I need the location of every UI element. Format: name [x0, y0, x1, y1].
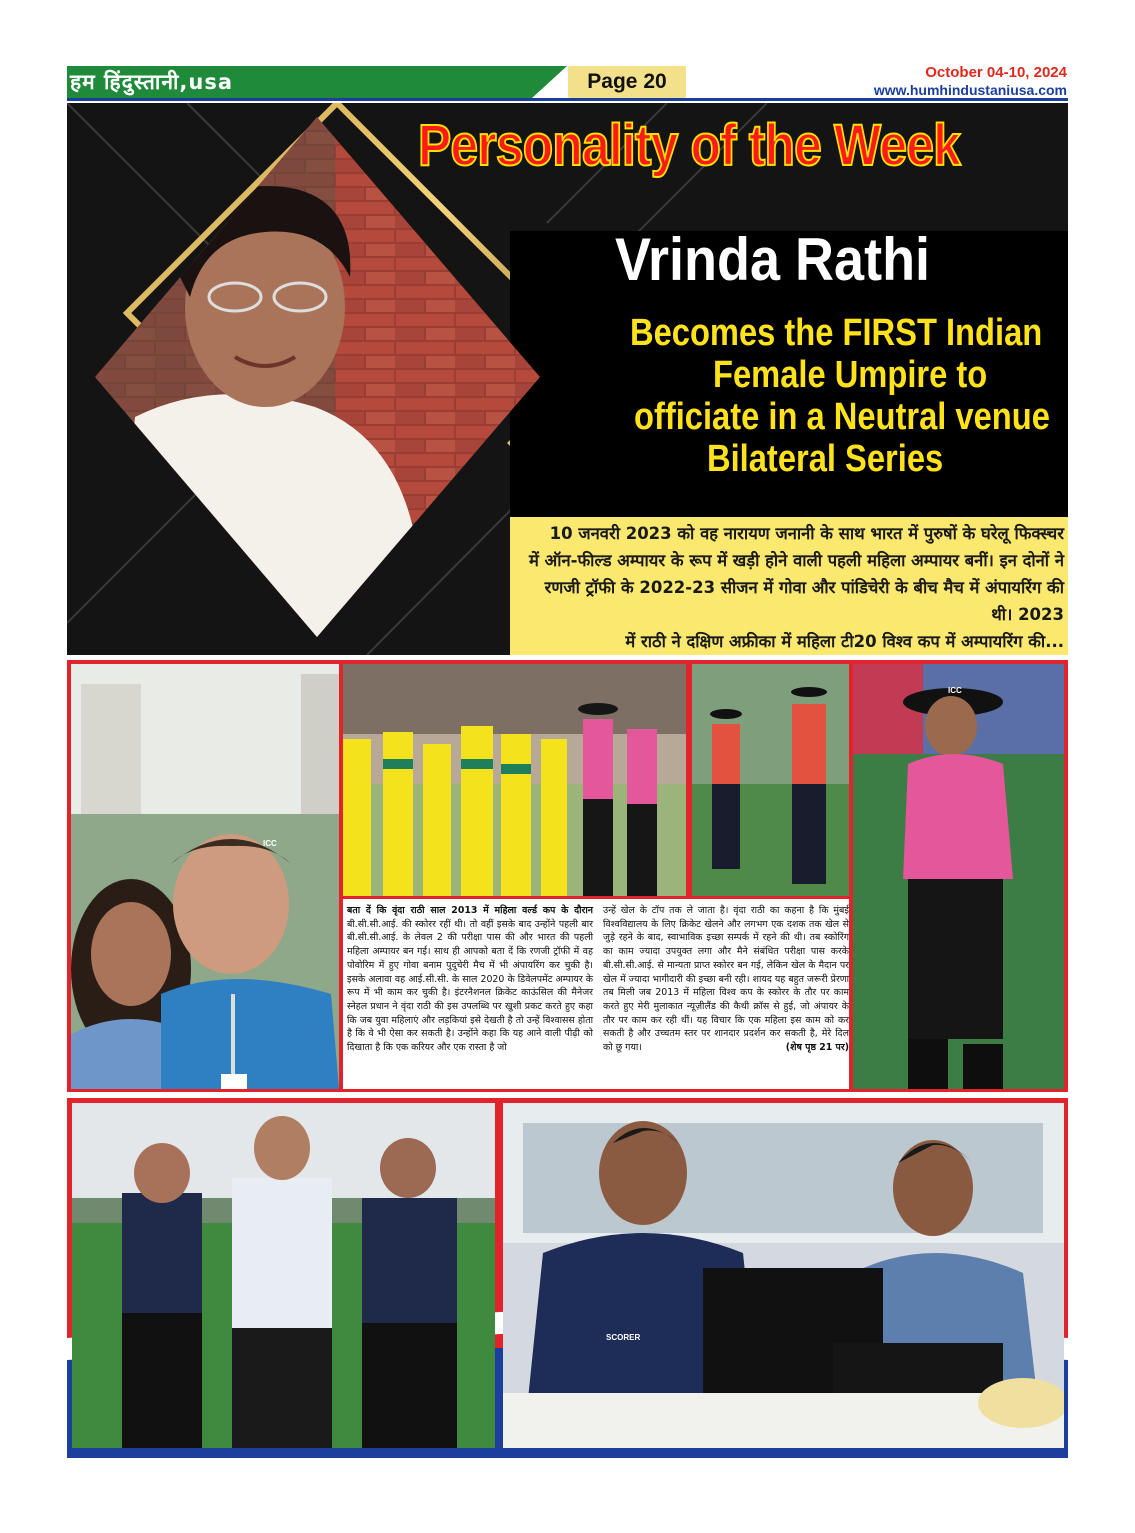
subtitle-line-2: Female Umpire to	[713, 354, 988, 396]
photo-vrinda-rathi-umpiring	[853, 664, 1064, 1089]
issue-date: October 04-10, 2024	[925, 64, 1067, 81]
photo-scorers-at-desk	[503, 1103, 1064, 1448]
page-number: Page 20	[568, 66, 686, 98]
personality-name: Vrinda Rathi	[615, 226, 931, 293]
article-body-2: उन्हें खेल के टॉप तक ले जाता है। वृंदा राठी का कहना है कि मुंबई विश्वविद्यालय के लिए क्रिकेट खेलने और लगभग एक दशक तक खेल से जुड़े रहने के बाद, स्वाभाविक इच्छा सम्पर्क में रहने की थी। तब स्कोरिंग का काम ज्यादा उपयुक्त लगा और मैने संबंधित परीक्षा पास करके बी.सी.सी.आई. से मान्यता प्राप्त स्कोरर बन गई, लेकिन खेल के मैदान पर खेल में ज्यादा भागीदारी की इच्छा बनी रही। शायद यह बहुत जरूरी प्रेरणा तब मिली जब 2013 में महिला विश्व कप के स्कोरर के तौर पर काम करते हुए मेरी मुलाकात न्यूज़ीलैंड की कैथी क्रॉस से हुई, जो अंपायर के तौर पर काम कर रही थीं। यह विचार कि एक महिला इस काम को कर सकती है और उच्चतम स्तर पर शानदार प्रदर्शन कर सकती है, मेरे दिल को छू गया।	[603, 905, 849, 1054]
photo-two-umpires-on-field	[692, 664, 849, 896]
article-column-1	[347, 904, 593, 1055]
intro-text	[518, 520, 1064, 655]
subtitle-line-3: officiate in a Neutral venue	[634, 396, 1050, 438]
photo-australia-team-and-umpires	[343, 664, 686, 896]
website-link[interactable]: www.humhindustaniusa.com	[873, 82, 1067, 98]
subtitle-line-1: Becomes the FIRST Indian	[630, 312, 1043, 354]
header-rule	[67, 98, 1068, 101]
scorer-label: SCORER	[606, 1333, 641, 1342]
intro-line: में राठी ने दक्षिण अफ्रीका में महिला टी20 विश्व कप में अम्पायरिंग की...	[625, 632, 1064, 651]
section-heading: Personality of the Week	[418, 113, 961, 178]
article-lead: बता दें कि वृंदा राठी साल 2013 में महिला वर्ल्ड कप के दौरान	[347, 905, 593, 916]
photo-with-icc-official	[71, 664, 339, 1089]
continued-note: (शेष पृष्ठ 21 पर)	[785, 1042, 849, 1054]
article-column-2	[603, 904, 849, 1055]
intro-line: रणजी ट्रॉफी के 2022-23 सीजन में गोवा और पांडिचेरी के बीच मैच में अंपायरिंग की थी। 2023	[544, 578, 1064, 624]
article-body-1: बी.सी.सी.आई. की स्कोरर रहीं थी। तो वहीं इसके बाद उन्होंने पहली बार बी.सी.सी.आई. के लेवल 2 की परीक्षा पास की और भारत की पहली महिला अम्पायर बन गई। साथ ही आपको बता दें कि रणजी ट्रॉफी में वह पोवोरिम में हुए गोवा बनाम पुदुचेरी मैच में भी अंपायरिंग कर चुकी है। इसके अलावा वह आई.सी.सी. के साल 2020 के डिवेलपमेंट अम्पायर के रूप में भी काम कर चुकी है। इंटरनैशनल क्रिकेट काऊंसिल की मैनेजर स्नेहल प्रधान ने वृंदा राठी की इस उपलब्धि पर खुशी प्रकट करते हुए कहा कि जब युवा महिलाएं और लड़कियां इसे देखती है तो उन्हें विश्वासस होता है कि वे भी ऐसा कर सकती है। उन्होंने कहा कि यह आने वाली पीढ़ी को दिखाता है कि एक करियर और एक रास्ता है जो	[347, 918, 593, 1054]
icc-logo: ICC	[263, 839, 277, 848]
vrinda-rathi-portrait	[95, 117, 540, 637]
intro-line: में ऑन-फील्ड अम्पायर के रूप में खड़ी होने वाली पहली महिला अम्पायर बनीं। इन दोनों ने	[528, 551, 1064, 570]
icc-logo: ICC	[948, 686, 962, 695]
subtitle-line-4: Bilateral Series	[707, 438, 944, 480]
publication-title: हम हिंदुस्तानी,usa	[70, 70, 234, 94]
intro-line: 10 जनवरी 2023 को वह नारायण जनानी के साथ भारत में पुरुषों के घरेलू फिक्स्चर	[549, 524, 1064, 543]
photo-three-officials-on-ground	[72, 1103, 495, 1448]
